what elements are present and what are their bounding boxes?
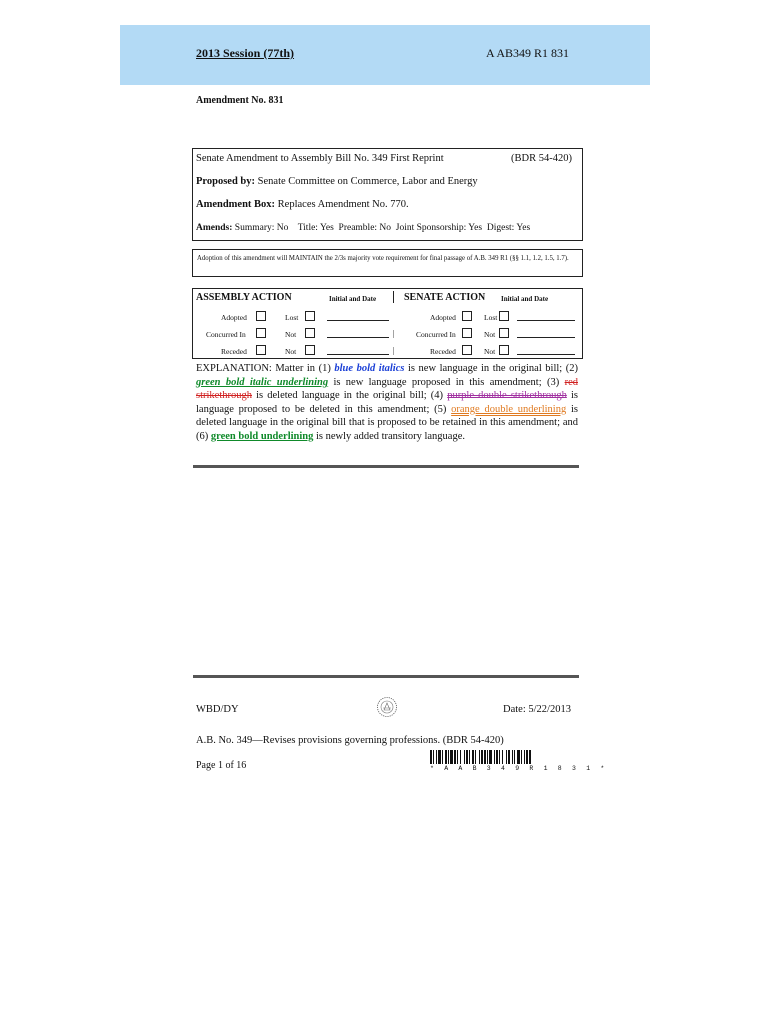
- proposed-by-label: Proposed by:: [196, 176, 256, 187]
- explanation-text: is new language in the original bill; (2): [404, 363, 578, 374]
- explanation-text: EXPLANATION: Matter in (1): [196, 363, 335, 374]
- orange-double-underline-sample: orange double underlining: [451, 403, 567, 415]
- assembly-not-label: Not: [285, 347, 297, 356]
- amends-value: Summary: No Title: Yes Preamble: No Joint Sponsorship: Yes Digest: Yes: [234, 223, 531, 233]
- amends-label: Amends:: [196, 223, 233, 233]
- senate-not-label: Not: [484, 330, 496, 339]
- senate-lost-checkbox[interactable]: [499, 311, 509, 321]
- divider-rule-bottom: [193, 675, 579, 678]
- amendment-number: Amendment No. 831: [196, 95, 284, 106]
- amendment-title: Senate Amendment to Assembly Bill No. 349 First Reprint: [196, 153, 444, 164]
- assembly-initial-date-label: Initial and Date: [329, 295, 377, 303]
- senate-initial-line: [517, 354, 575, 355]
- senate-action-title: SENATE ACTION: [404, 292, 486, 303]
- amendment-box-line: [196, 199, 409, 210]
- assembly-lost-label: Lost: [285, 313, 299, 322]
- state-seal-icon: [376, 696, 398, 718]
- explanation-text: is new language proposed in this amendment; (3): [328, 376, 565, 388]
- green-bold-italic-underline-sample: green bold italic underlining: [196, 376, 329, 388]
- blue-bold-italics-sample: blue bold italics: [334, 363, 405, 374]
- assembly-adopted-checkbox[interactable]: [256, 311, 266, 321]
- senate-initial-line: [517, 320, 575, 321]
- barcode-icon: [430, 750, 578, 764]
- explanation-text: is deleted language in the original bill; (4): [252, 390, 448, 402]
- amendment-box-value: Replaces Amendment No. 770.: [277, 199, 409, 210]
- assembly-initial-line: [327, 354, 389, 355]
- senate-not-label: Not: [484, 347, 496, 356]
- barcode-text: * A A B 3 4 9 R 1 8 3 1 *: [430, 765, 608, 772]
- assembly-not-checkbox[interactable]: [305, 328, 315, 338]
- senate-adopted-checkbox[interactable]: [462, 311, 472, 321]
- explanation-text: is language proposed to be deleted in this amendment; (5): [196, 390, 578, 415]
- assembly-receded-label: Receded: [221, 347, 247, 356]
- senate-adopted-label: Adopted: [430, 313, 456, 322]
- vote-requirement-note: Adoption of this amendment will MAINTAIN the 2/3s majority vote requirement for final passage of A.B. 349 R1 (§§ 1.1, 1.2, 1.5, 1.7).: [192, 249, 583, 277]
- amendment-box-label: Amendment Box:: [196, 199, 276, 210]
- assembly-initial-line: [327, 337, 389, 338]
- divider-rule-top: [193, 465, 579, 468]
- bdr-number: (BDR 54-420): [511, 153, 572, 164]
- amendment-code: A AB349 R1 831: [486, 46, 570, 60]
- assembly-not-checkbox[interactable]: [305, 345, 315, 355]
- bill-summary: A.B. No. 349—Revises provisions governing professions. (BDR 54-420): [196, 735, 504, 746]
- explanation-text: is deleted language in the original bill that is proposed to be retained in this amendment; and (6): [196, 403, 578, 442]
- senate-initial-date-label: Initial and Date: [501, 295, 549, 303]
- assembly-lost-checkbox[interactable]: [305, 311, 315, 321]
- senate-concurred-checkbox[interactable]: [462, 328, 472, 338]
- session-label: 2013 Session (77th): [196, 46, 295, 60]
- purple-double-strikethrough-sample: purple double strikethrough: [447, 390, 567, 402]
- proposed-by-line: [196, 176, 478, 187]
- amendment-date: Date: 5/22/2013: [503, 704, 571, 715]
- senate-initial-line: [517, 337, 575, 338]
- senate-receded-checkbox[interactable]: [462, 345, 472, 355]
- green-bold-underline-sample: green bold underlining: [210, 430, 314, 442]
- assembly-adopted-label: Adopted: [221, 313, 247, 322]
- senate-lost-label: Lost: [484, 313, 498, 322]
- senate-not-checkbox[interactable]: [499, 328, 509, 338]
- assembly-action-title: ASSEMBLY ACTION: [196, 292, 292, 303]
- drafter-initials: WBD/DY: [196, 704, 239, 715]
- assembly-initial-line: [327, 320, 389, 321]
- assembly-concurred-label: Concurred In: [206, 330, 246, 339]
- row-divider: |: [393, 329, 395, 338]
- assembly-receded-checkbox[interactable]: [256, 345, 266, 355]
- senate-concurred-label: Concurred In: [416, 330, 456, 339]
- assembly-concurred-checkbox[interactable]: [256, 328, 266, 338]
- proposed-by-value: Senate Committee on Commerce, Labor and Energy: [257, 176, 478, 187]
- explanation-text: is newly added transitory language.: [313, 430, 465, 442]
- row-divider: |: [393, 346, 395, 355]
- page-number: Page 1 of 16: [196, 760, 247, 771]
- red-strikethrough-sample: red strikethrough: [196, 376, 578, 402]
- senate-receded-label: Receded: [430, 347, 456, 356]
- amends-line: [196, 223, 530, 233]
- action-separator: [393, 291, 394, 303]
- senate-not-checkbox[interactable]: [499, 345, 509, 355]
- assembly-not-label: Not: [285, 330, 297, 339]
- explanation-paragraph: [196, 362, 578, 444]
